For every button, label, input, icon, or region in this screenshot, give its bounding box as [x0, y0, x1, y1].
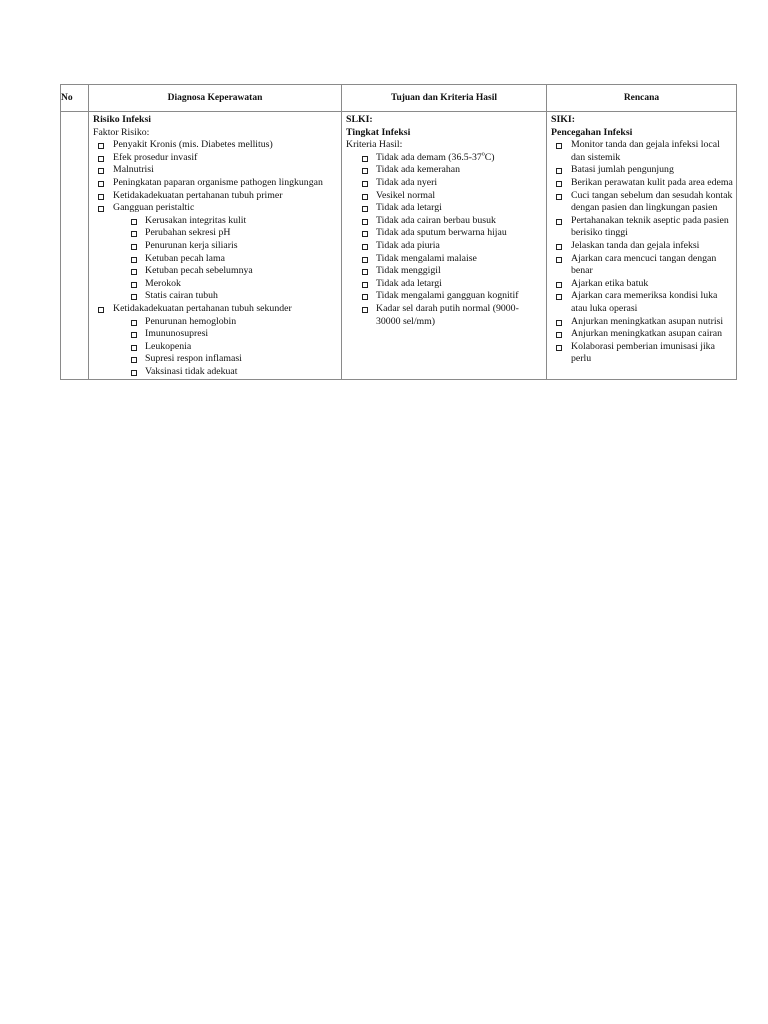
rencana-title: Pencegahan Infeksi: [551, 126, 633, 138]
list-item-label: Gangguan peristaltic: [113, 202, 195, 214]
list-item: Tidak ada kemerahan: [360, 164, 543, 177]
kriteria-hasil-list: [360, 152, 543, 328]
cell-no: [61, 112, 89, 380]
list-item: Anjurkan meningkatkan asupan nutrisi: [551, 316, 733, 329]
list-item: Efek prosedur invasif: [93, 152, 338, 165]
list-item: Kolaborasi pemberian imunisasi jika perlu: [551, 341, 733, 366]
sub-list: [129, 316, 338, 379]
list-item: Ketidakadekuatan pertahanan tubuh primer: [93, 190, 338, 203]
table-row: [61, 112, 737, 380]
faktor-risiko-list: [93, 139, 338, 378]
sub-list-item: Kerusakan integritas kulit: [129, 215, 338, 228]
list-item: Ajarkan cara memeriksa kondisi luka atau luka operasi: [551, 290, 733, 315]
list-item: Ajarkan cara mencuci tangan dengan benar: [551, 253, 733, 278]
list-item: Cuci tangan sebelum dan sesudah kontak dengan pasien dan lingkungan pasien: [551, 190, 733, 215]
list-item: Batasi jumlah pengunjung: [551, 164, 733, 177]
cell-diagnosa: [89, 112, 342, 380]
list-item: Vesikel normal: [360, 190, 543, 203]
care-plan-table: [60, 84, 737, 380]
list-item: Tidak ada cairan berbau busuk: [360, 215, 543, 228]
sub-list-item: Ketuban pecah lama: [129, 253, 338, 266]
list-item: Anjurkan meningkatkan asupan cairan: [551, 328, 733, 341]
sub-list-item: Vaksinasi tidak adekuat: [129, 366, 338, 379]
sub-list-item: Perubahan sekresi pH: [129, 227, 338, 240]
list-item: Tidak ada letargi: [360, 202, 543, 215]
list-item: Tidak ada piuria: [360, 240, 543, 253]
cell-tujuan: [342, 112, 547, 380]
header-tujuan: Tujuan dan Kriteria Hasil: [342, 85, 547, 112]
sub-list: [129, 215, 338, 303]
diagnosa-title: Risiko Infeksi: [93, 114, 151, 125]
list-item: Tidak ada letargi: [360, 278, 543, 291]
demam-text: Tidak ada demam (36.5-37: [376, 151, 482, 163]
sub-list-item: Imununosupresi: [129, 328, 338, 341]
sub-list-item: Supresi respon inflamasi: [129, 353, 338, 366]
table-header-row: [61, 85, 737, 112]
list-item: [360, 152, 543, 165]
faktor-risiko-label: Faktor Risiko:: [93, 126, 150, 138]
degree-symbol: o: [481, 151, 485, 158]
list-item: Pertahanakan teknik aseptic pada pasien berisiko tinggi: [551, 215, 733, 240]
list-item: Tidak ada sputum berwarna hijau: [360, 227, 543, 240]
list-item-label: Ketidakadekuatan pertahanan tubuh sekunder: [113, 302, 292, 314]
sub-list-item: Leukopenia: [129, 341, 338, 354]
list-item: Berikan perawatan kulit pada area edema: [551, 177, 733, 190]
list-item: Monitor tanda dan gejala infeksi local dan sistemik: [551, 139, 733, 164]
list-item: Tidak mengalami malaise: [360, 253, 543, 266]
list-item: Penyakit Kronis (mis. Diabetes mellitus): [93, 139, 338, 152]
list-item: Malnutrisi: [93, 164, 338, 177]
sub-list-item: Ketuban pecah sebelumnya: [129, 265, 338, 278]
sub-list-item: Penurunan kerja siliaris: [129, 240, 338, 253]
rencana-list: [551, 139, 733, 366]
list-item: [93, 303, 338, 379]
header-no: No: [61, 85, 89, 112]
tujuan-title: Tingkat Infeksi: [346, 126, 411, 138]
list-item: Jelaskan tanda dan gejala infeksi: [551, 240, 733, 253]
slki-label: SLKI:: [346, 114, 373, 125]
list-item: Kadar sel darah putih normal (9000-30000 sel/mm): [360, 303, 543, 328]
siki-label: SIKI:: [551, 114, 575, 125]
sub-list-item: Merokok: [129, 278, 338, 291]
header-rencana: Rencana: [547, 85, 737, 112]
sub-list-item: Statis cairan tubuh: [129, 290, 338, 303]
sub-list-item: Penurunan hemoglobin: [129, 316, 338, 329]
cell-rencana: [547, 112, 737, 380]
list-item: [93, 202, 338, 303]
demam-unit: C): [484, 151, 495, 163]
kriteria-hasil-label: Kriteria Hasil:: [346, 139, 403, 151]
list-item: Ajarkan etika batuk: [551, 278, 733, 291]
header-diagnosa: Diagnosa Keperawatan: [89, 85, 342, 112]
list-item: Tidak menggigil: [360, 265, 543, 278]
list-item: Tidak mengalami gangguan kognitif: [360, 290, 543, 303]
list-item: Tidak ada nyeri: [360, 177, 543, 190]
list-item: Peningkatan paparan organisme pathogen lingkungan: [93, 177, 338, 190]
